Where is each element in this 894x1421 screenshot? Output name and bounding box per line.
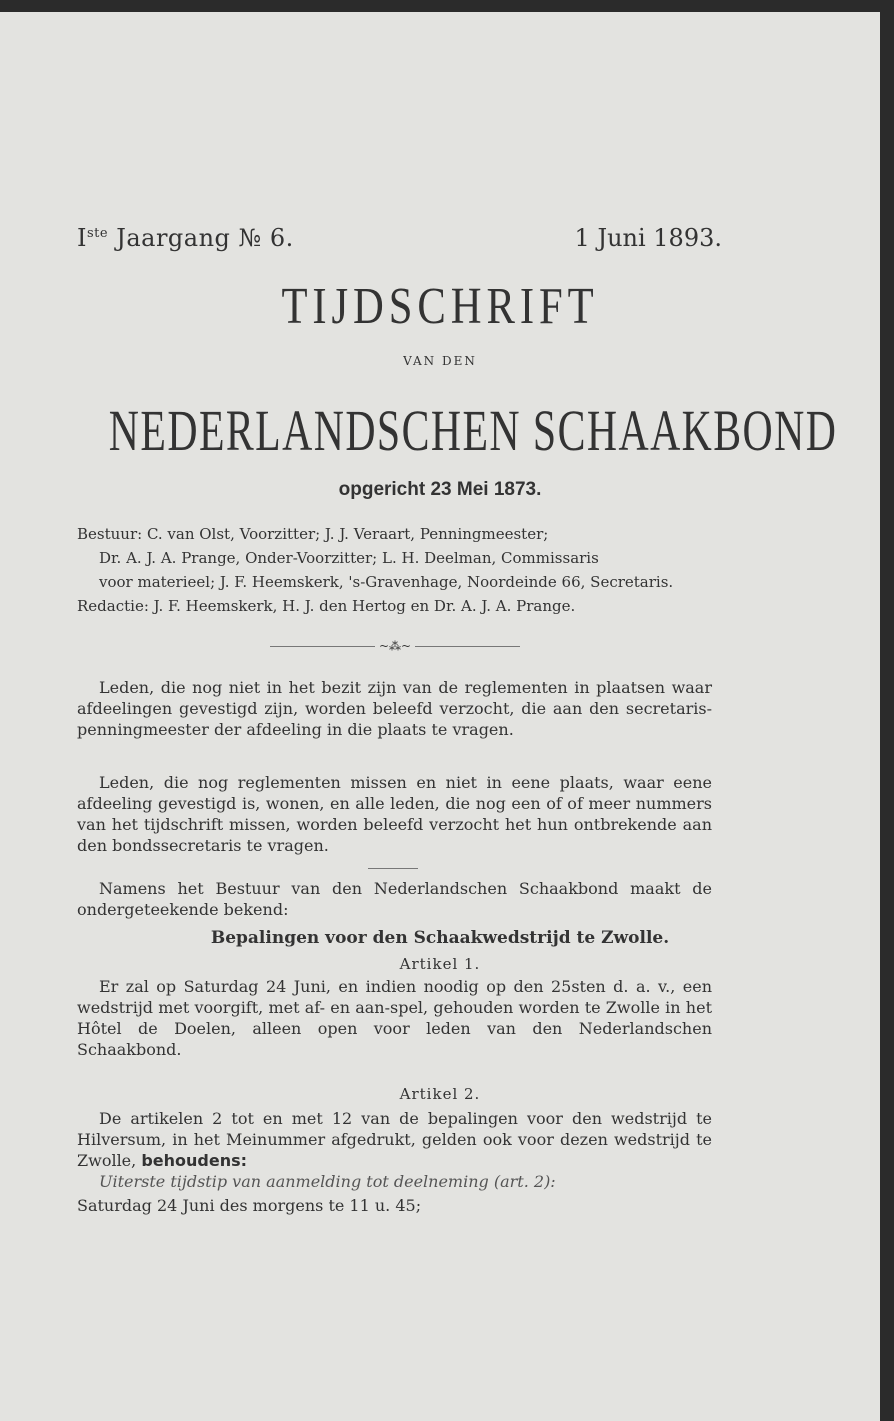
issue-label	[77, 224, 294, 252]
deadline-text: Saturdag 24 Juni des morgens te 11 u. 45;	[77, 1196, 422, 1215]
short-divider	[368, 868, 418, 869]
deadline-heading: Uiterste tijdstip van aanmelding tot deelneming (art. 2):	[99, 1172, 556, 1191]
article-2-text	[77, 1108, 712, 1171]
board-line-2: Dr. A. J. A. Prange, Onder-Voorzitter; L. H. Deelman, Commissaris	[99, 549, 599, 567]
journal-title: TIJDSCHRIFT	[281, 278, 599, 335]
ornament-divider	[245, 639, 545, 653]
journal-subtitle: NEDERLANDSCHEN SCHAAKBOND	[108, 398, 838, 463]
paragraph-1: Leden, die nog niet in het bezit zijn van de reglementen in plaatsen waar afdeelingen gevestigd zijn, worden beleefd verzocht, die aan den secretaris-penningmeester der afdeeling in die plaats te vragen.	[77, 678, 712, 739]
article-2-body: De artikelen 2 tot en met 12 van de bepalingen voor den wedstrijd te Hilversum, in het Meinummer afgedrukt, gelden ook voor dezen wedstrijd te Zwolle,	[77, 1109, 712, 1170]
article-2-bold: behoudens:	[141, 1151, 248, 1170]
founded-line: opgericht 23 Mei 1873.	[338, 479, 542, 500]
paragraph-2: Leden, die nog reglementen missen en niet in eene plaats, waar eene afdeeling gevestigd is, wonen, en alle leden, die nog een of of meer nummers van het tijdschrift missen, worden beleefd verzocht het hun ontbrekende aan den bondssecretaris te vragen.	[77, 773, 712, 855]
issue-rest: Jaargang № 6.	[108, 224, 294, 252]
article-2-label: Artikel 2.	[399, 1085, 481, 1103]
board-line-4: Redactie: J. F. Heemskerk, H. J. den Hertog en Dr. A. J. A. Prange.	[77, 597, 576, 615]
paragraph-3: Namens het Bestuur van den Nederlandschen Schaakbond maakt de ondergeteekende bekend:	[77, 879, 712, 919]
journal-title-connector: VAN DEN	[403, 354, 477, 368]
issue-number: I	[77, 224, 87, 252]
section-heading: Bepalingen voor den Schaakwedstrijd te Zwolle.	[210, 928, 670, 948]
article-1-label: Artikel 1.	[399, 955, 481, 973]
issue-sup: ste	[86, 226, 109, 241]
ornament-glyph: ~⁂~	[378, 639, 412, 653]
board-line-1: Bestuur: C. van Olst, Voorzitter; J. J. Veraart, Penningmeester;	[77, 525, 549, 543]
board-block	[77, 522, 727, 618]
board-line-3: voor materieel; J. F. Heemskerk, 's-Gravenhage, Noordeinde 66, Secretaris.	[99, 573, 674, 591]
ornament-rule-right	[415, 646, 520, 647]
document-page	[0, 12, 880, 1421]
article-1-text: Er zal op Saturdag 24 Juni, en indien noodig op den 25sten d. a. v., een wedstrijd met voorgift, met af- en aan-spel, gehouden worden te Zwolle in het Hôtel de Doelen, alleen open voor leden van den Nederlandschen Schaakbond.	[77, 977, 712, 1059]
ornament-rule-left	[270, 646, 375, 647]
issue-date: 1 Juni 1893.	[574, 224, 722, 252]
